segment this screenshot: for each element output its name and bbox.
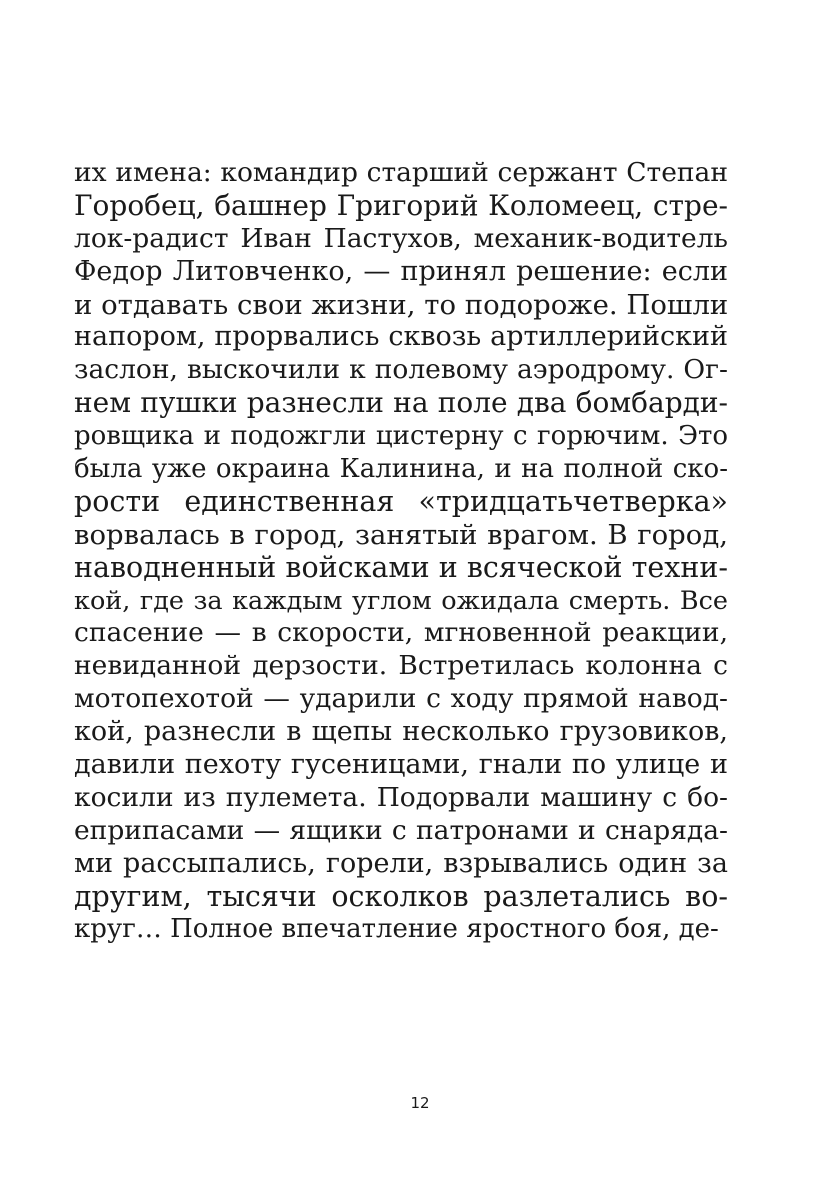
text-line: косили из пулемета. Подорвали машину с бо- xyxy=(74,781,728,813)
text-line: еприпасами — ящики с патронами и снаряда- xyxy=(74,814,728,846)
text-line: ровщика и подожгли цистерну с горючим. Это xyxy=(74,421,728,452)
text-line: ворвалась в город, занятый врагом. В город, xyxy=(74,518,728,551)
text-line: кой, разнесли в щепы несколько грузовиков, xyxy=(74,716,728,748)
text-line: невиданной дерзости. Встретилась колонна с xyxy=(74,650,728,682)
text-line: рости единственная «тридцатьчетверка» xyxy=(74,484,728,518)
text-line: напором, прорвались сквозь артиллерийский xyxy=(74,321,728,353)
text-line: их имена: командир старший сержант Степан xyxy=(74,157,728,188)
text-line: Федор Литовченко, — принял решение: если xyxy=(74,255,728,287)
text-line: и отдавать свои жизни, то подороже. Пошли xyxy=(74,288,729,321)
text-line: ми рассыпались, горели, взрывались один за xyxy=(74,847,728,879)
text-line: нем пушки разнесли на поле два бомбарди- xyxy=(74,386,728,420)
text-line: спасение — в скорости, мгновенной реакции, xyxy=(74,617,728,649)
text-line: лок-радист Иван Пастухов, механик-водитель xyxy=(74,222,728,254)
text-line: давили пехоту гусеницами, гнали по улице и xyxy=(74,749,728,781)
body-text xyxy=(74,157,728,946)
text-line: круг… Полное впечатление яростного боя, де- xyxy=(74,914,719,945)
text-line: другим, тысячи осколков разлетались во- xyxy=(74,879,728,913)
text-line: была уже окраина Калинина, и на полной ско- xyxy=(74,454,728,485)
text-line: заслон, выскочили к полевому аэродрому. Ог- xyxy=(74,354,728,386)
text-line: наводненный войсками и всяческой техни- xyxy=(74,550,728,584)
text-line: кой, где за каждым углом ожидала смерть. Все xyxy=(74,585,728,616)
text-line: Горобец, башнер Григорий Коломеец, стре- xyxy=(74,188,728,222)
page-number: 12 xyxy=(410,1094,430,1112)
text-line: мотопехотой — ударили с ходу прямой навод- xyxy=(74,683,728,715)
